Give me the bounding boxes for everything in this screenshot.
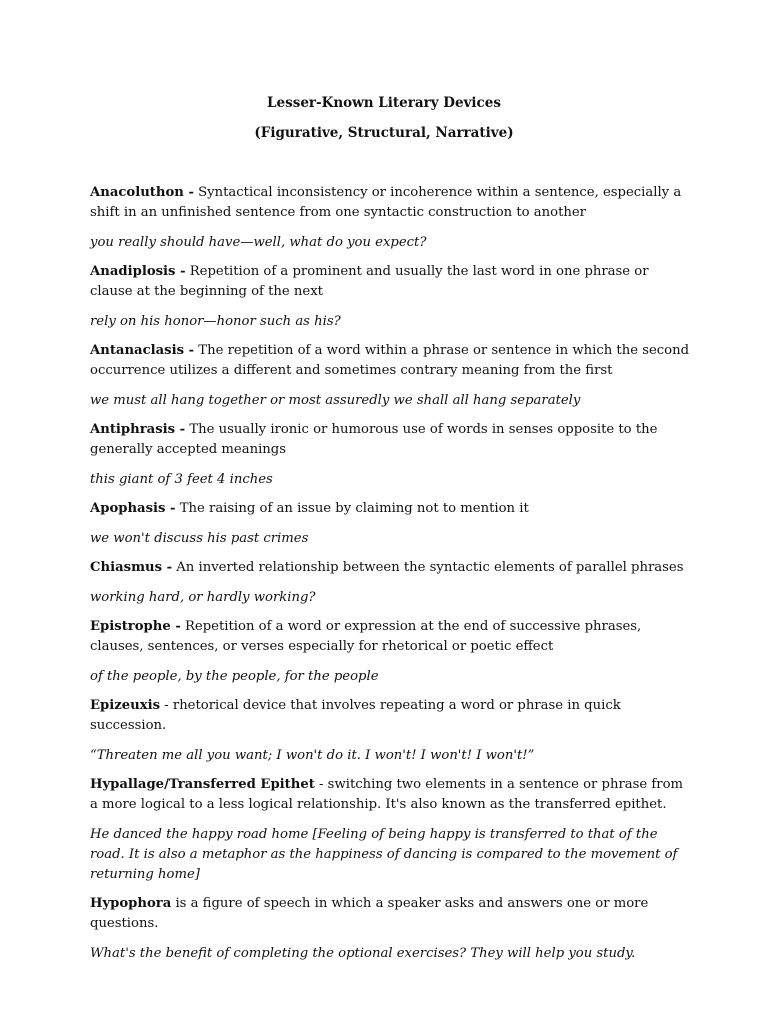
device-example: What's the benefit of completing the optional exercises? They will help you study. xyxy=(90,945,636,961)
device-description: - rhetorical device that involves repeating a word or phrase in quick succession. xyxy=(90,698,621,733)
device-definition xyxy=(90,894,690,934)
device-definition xyxy=(90,558,690,578)
device-definition xyxy=(90,499,690,519)
device-entry-chiasmus xyxy=(90,558,690,608)
device-example: rely on his honor—honor such as his? xyxy=(90,313,341,329)
device-term: Epizeuxis xyxy=(90,698,161,713)
device-term: Anacoluthon - xyxy=(90,185,194,200)
device-description: The usually ironic or humorous use of words in senses opposite to the generally accepted meanings xyxy=(90,422,658,457)
device-term: Chiasmus - xyxy=(90,560,173,575)
device-example: working hard, or hardly working? xyxy=(90,589,316,605)
device-definition xyxy=(90,617,690,657)
device-list xyxy=(90,183,690,973)
device-entry-epistrophe xyxy=(90,617,690,687)
device-description: Repetition of a prominent and usually the last word in one phrase or clause at the beginning of the next xyxy=(90,264,649,299)
device-definition xyxy=(90,341,690,381)
device-entry-hypallage xyxy=(90,775,690,885)
document-title: Lesser-Known Literary Devices xyxy=(267,95,501,111)
device-description: The repetition of a word within a phrase or sentence in which the second occurrence utilizes a different and sometimes contrary meaning from the first xyxy=(90,343,690,378)
device-description: is a figure of speech in which a speaker asks and answers one or more questions. xyxy=(90,896,649,931)
device-definition xyxy=(90,262,690,302)
device-term: Epistrophe - xyxy=(90,619,181,634)
device-description: Repetition of a word or expression at the end of successive phrases, clauses, sentences, or verses especially for rhetorical or poetic effect xyxy=(90,619,642,654)
device-example: we won't discuss his past crimes xyxy=(90,530,309,546)
device-entry-epizeuxis xyxy=(90,696,690,766)
device-definition xyxy=(90,183,690,223)
device-description: Syntactical inconsistency or incoherence within a sentence, especially a shift in an unfinished sentence from one syntactic construction to another xyxy=(90,185,682,220)
device-description: - switching two elements in a sentence or phrase from a more logical to a less logical relationship. It's also known as the transferred epithet. xyxy=(90,777,684,812)
device-example: “Threaten me all you want; I won't do it. I won't! I won't! I won't!” xyxy=(90,747,535,763)
device-term: Anadiplosis - xyxy=(90,264,186,279)
device-example: we must all hang together or most assuredly we shall all hang separately xyxy=(90,392,581,408)
device-description: The raising of an issue by claiming not to mention it xyxy=(175,501,529,516)
device-example: you really should have—well, what do you expect? xyxy=(90,234,427,250)
device-entry-antiphrasis xyxy=(90,420,690,490)
device-example: of the people, by the people, for the people xyxy=(90,668,379,684)
device-entry-antanaclasis xyxy=(90,341,690,411)
document-subtitle: (Figurative, Structural, Narrative) xyxy=(254,125,514,141)
device-entry-hypophora xyxy=(90,894,690,964)
device-term: Hypallage/Transferred Epithet xyxy=(90,777,315,792)
device-term: Antiphrasis - xyxy=(90,422,186,437)
device-entry-anadiplosis xyxy=(90,262,690,332)
device-term: Hypophora xyxy=(90,896,172,911)
device-description: An inverted relationship between the syntactic elements of parallel phrases xyxy=(172,560,684,575)
device-example: this giant of 3 feet 4 inches xyxy=(90,471,273,487)
device-term: Apophasis - xyxy=(90,501,176,516)
device-definition xyxy=(90,420,690,460)
device-entry-apophasis xyxy=(90,499,690,549)
device-example: He danced the happy road home [Feeling of being happy is transferred to that of the road. It is also a metaphor as the happiness of dancing is compared to the movement of returning home] xyxy=(90,826,678,882)
device-entry-anacoluthon xyxy=(90,183,690,253)
device-definition xyxy=(90,775,690,815)
device-definition xyxy=(90,696,690,736)
device-term: Antanaclasis - xyxy=(90,343,195,358)
